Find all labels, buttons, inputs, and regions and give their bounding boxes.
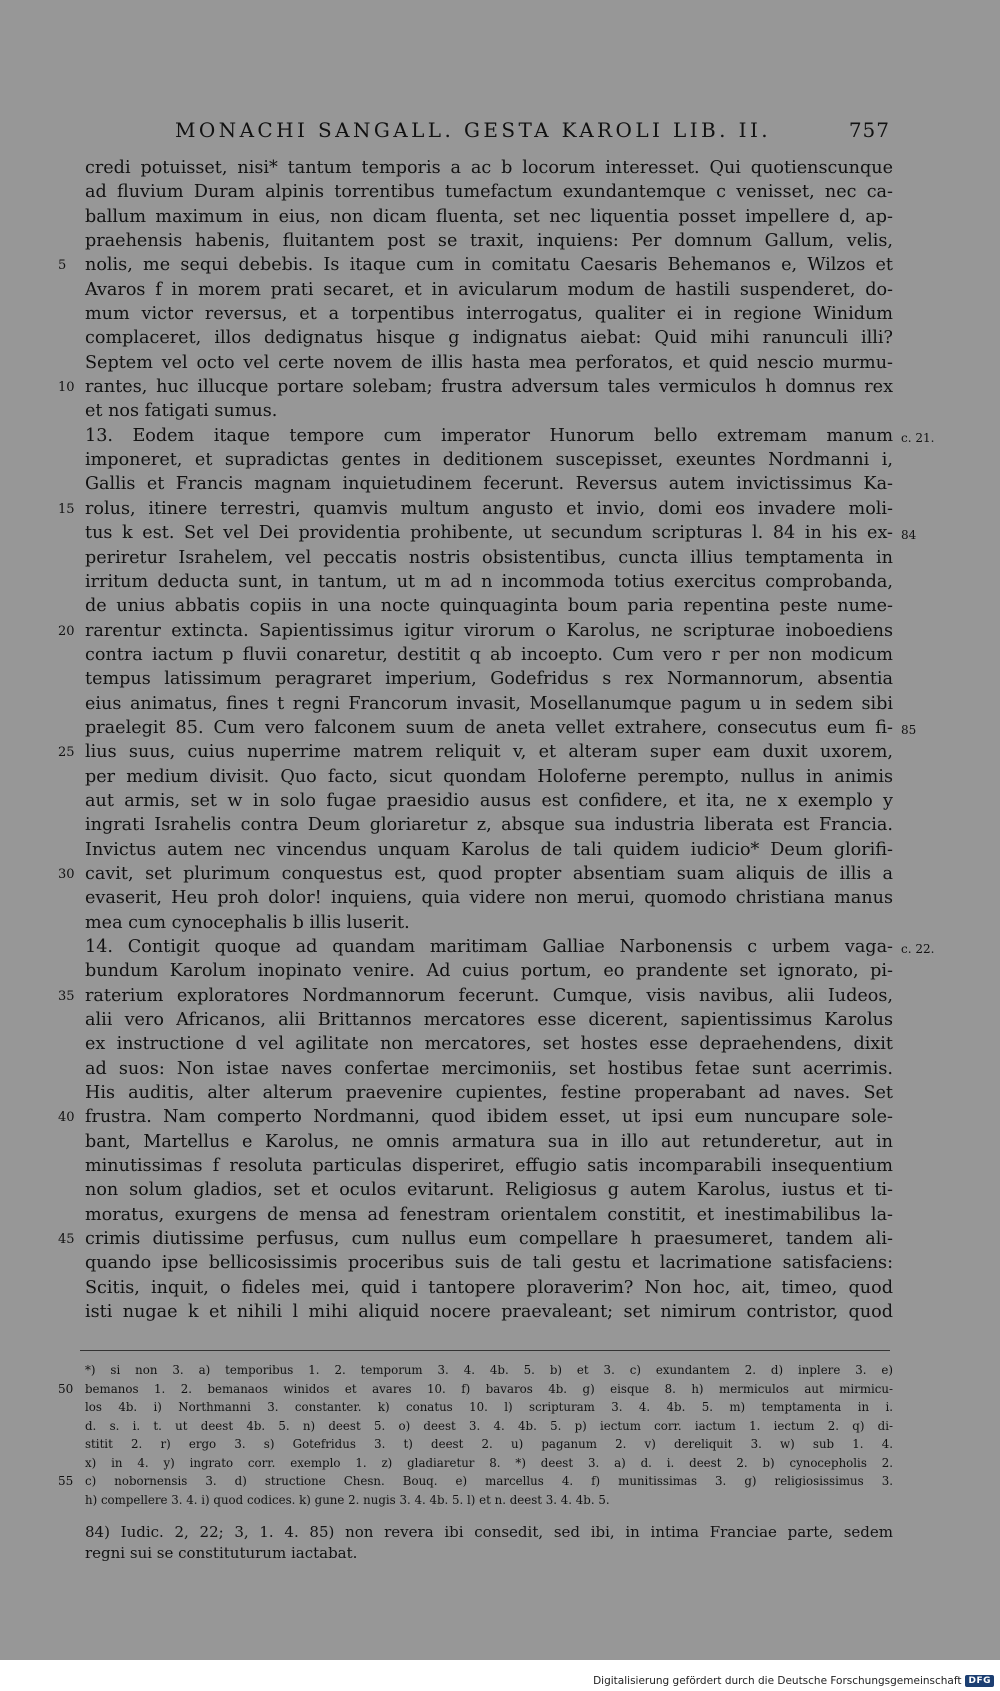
line-text: regni sui se constituturum iactabat.	[85, 1544, 358, 1562]
line-text: c) nobornensis 3. d) structione Chesn. Bouq. e) marcellus 4. f) munitissimas 3. g) religiosissimus 3.	[85, 1474, 893, 1488]
main-text-line	[85, 959, 893, 983]
main-text-line	[58, 375, 893, 399]
main-text-line	[58, 740, 893, 764]
main-text-line	[85, 424, 935, 448]
line-text: rantes, huc illucque portare solebam; frustra adversum tales vermiculos h domnus rex	[85, 377, 893, 398]
apparatus-divider	[80, 1350, 890, 1351]
main-text-line	[85, 911, 893, 935]
line-text: mea cum cynocephalis b illis luserit.	[85, 912, 410, 933]
main-text-line	[85, 570, 893, 594]
main-text-line	[85, 1081, 893, 1105]
line-number: 20	[58, 623, 75, 639]
line-text: et nos fatigati sumus.	[85, 401, 278, 422]
main-text-line	[85, 1130, 893, 1154]
main-text-line	[58, 1105, 893, 1129]
line-text: Scitis, inquit, o fideles mei, quid i tantopere ploraverim? Non hoc, ait, timeo, quod	[85, 1277, 893, 1298]
line-text: lius suus, cuius nuperrime matrem reliquit v, et alteram super eam duxit uxorem,	[85, 742, 893, 763]
page-number: 757	[848, 118, 890, 142]
line-text: isti nugae k et nihili l mihi aliquid nocere praevaleant; set nimirum contristor, quod	[85, 1302, 893, 1323]
main-text-line	[85, 1008, 893, 1032]
line-text: praelegit 85. Cum vero falconem suum de aneta vellet extrahere, consecutus eum fi-	[85, 717, 893, 738]
line-number: 25	[58, 745, 75, 761]
apparatus-line	[85, 1454, 893, 1473]
main-text-line	[58, 497, 893, 521]
line-text: Avaros f in morem prati secaret, et in avicularum modum de hastili suspenderet, do-	[85, 279, 893, 300]
main-text-line	[85, 205, 893, 229]
apparatus-line	[85, 1361, 893, 1380]
line-text: tus k est. Set vel Dei providentia prohibente, ut secundum scripturas l. 84 in his ex-	[85, 523, 893, 544]
line-text: tempus latissimum peragraret imperium, Godefridus s rex Normannorum, absentia	[85, 669, 893, 690]
line-text: minutissimas f resoluta particulas disperiret, effugio satis incomparabili insequentium	[85, 1156, 893, 1177]
main-text-line	[85, 594, 893, 618]
line-text: Septem vel octo vel certe novem de illis hasta mea perforatos, et quid nescio murmu-	[85, 352, 893, 373]
line-text: bant, Martellus e Karolus, ne omnis armatura sua in illo aut retunderetur, aut in	[85, 1131, 893, 1152]
main-text-line	[85, 692, 893, 716]
dfg-logo: DFG	[965, 1675, 994, 1687]
margin-reference: c. 21.	[901, 430, 935, 445]
line-text: 84) Iudic. 2, 22; 3, 1. 4. 85) non revera ibi consedit, sed ibi, in intima Franciae parte, sedem	[85, 1523, 893, 1541]
line-text: ad fluvium Duram alpinis torrentibus tumefactum exundantemque c venisset, nec ca-	[85, 182, 893, 203]
main-text-line	[85, 472, 893, 496]
line-text: frustra. Nam comperto Nordmanni, quod ibidem esset, ut ipsi eum nuncupare sole-	[85, 1107, 893, 1128]
main-text-line	[85, 765, 893, 789]
main-text-line	[58, 253, 893, 277]
main-text-line	[85, 1300, 893, 1324]
line-number: 35	[58, 988, 75, 1004]
line-text: d. s. i. t. ut deest 4b. 5. n) deest 5. o) deest 3. 4. 4b. 5. p) iectum corr. iactum 1. iectum 2. q) di-	[85, 1418, 893, 1433]
line-text: non solum gladios, set et oculos evitarunt. Religiosus g autem Karolus, iustus et ti-	[85, 1180, 893, 1201]
line-text: bemanos 1. 2. bemanaos winidos et avares 10. f) bavaros 4b. g) eisque 8. h) mermiculos aut mirmicu-	[85, 1381, 893, 1396]
line-text: *) si non 3. a) temporibus 1. 2. temporum 3. 4. 4b. 5. b) et 3. c) exundantem 2. d) inplere 3. e)	[85, 1363, 893, 1377]
main-text-line	[58, 619, 893, 643]
main-text-line	[85, 1057, 893, 1081]
line-text: mum victor reversus, et a torpentibus interrogatus, qualiter ei in regione Winidum	[85, 304, 893, 325]
apparatus-line	[85, 1398, 893, 1417]
line-text: quando ipse bellicosissimis proceribus suis de tali gestu et lacrimatione satisfaciens:	[85, 1253, 893, 1274]
digitization-credit	[593, 1673, 994, 1689]
line-text: bundum Karolum inopinato venire. Ad cuius portum, eo prandente set ignorato, pi-	[85, 961, 893, 982]
line-number: 40	[58, 1110, 75, 1126]
line-number: 10	[58, 380, 75, 396]
line-text: rarentur extincta. Sapientissimus igitur virorum o Karolus, ne scripturae inoboediens	[85, 620, 893, 641]
line-text: periretur Israhelem, vel peccatis nostris obsistentibus, cuncta illius temptamenta in	[85, 547, 893, 568]
footnote-line	[85, 1543, 893, 1564]
commentary-footnotes	[85, 1522, 893, 1564]
margin-reference: 84	[901, 528, 917, 543]
line-text: praehensis habenis, fluitantem post se traxit, inquiens: Per domnum Gallum, velis,	[85, 231, 893, 252]
line-number: 45	[58, 1232, 75, 1248]
main-text-line	[85, 1251, 893, 1275]
running-title: MONACHI SANGALL. GESTA KAROLI LIB. II.	[175, 118, 772, 142]
line-text: eius animatus, fines t regni Francorum invasit, Mosellanumque pagum u in sedem sibi	[85, 693, 893, 714]
main-text-line	[85, 180, 893, 204]
line-text: 14. Contigit quoque ad quandam maritimam Galliae Narbonensis c urbem vaga-	[85, 937, 893, 957]
line-text: ex instructione d vel agilitate non mercatores, set hostes esse depraehendens, dixit	[85, 1034, 893, 1055]
line-text: aut armis, set w in solo fugae praesidio ausus est confidere, et ita, ne x exemplo y	[85, 790, 893, 811]
main-text-line	[58, 1227, 893, 1251]
line-text: x) in 4. y) ingrato corr. exemplo 1. z) gladiaretur 8. *) deest 3. a) d. i. deest 2. b) cynocepholis 2.	[85, 1455, 893, 1470]
line-text: de unius abbatis copiis in una nocte quinquaginta boum paria repentina peste nume-	[85, 596, 893, 617]
line-number: 30	[58, 866, 75, 882]
main-text-line	[85, 1178, 893, 1202]
main-text-line	[85, 1276, 893, 1300]
line-text: imponeret, et supradictas gentes in deditionem suscepisset, exeuntes Nordmanni i,	[85, 450, 893, 471]
line-text: cavit, set plurimum conquestus est, quod propter absentiam suam aliquis de illis a	[85, 863, 893, 884]
credit-text: Digitalisierung gefördert durch die Deutsche Forschungsgemeinschaft	[593, 1675, 962, 1687]
line-text: nolis, me sequi debebis. Is itaque cum in comitatu Caesaris Behemanos e, Wilzos et	[85, 255, 893, 276]
line-text: stitit 2. r) ergo 3. s) Gotefridus 3. t) deest 2. u) paganum 2. v) dereliquit 3. w) sub 1. 4.	[85, 1437, 893, 1451]
main-text-line	[85, 229, 893, 253]
line-text: h) compellere 3. 4. i) quod codices. k) gune 2. nugis 3. 4. 4b. 5. l) et n. deest 3. 4. 4b. 5.	[85, 1492, 610, 1507]
line-text: His auditis, alter alterum praevenire cupientes, festine properabant ad naves. Set	[85, 1083, 893, 1104]
main-text-line	[58, 862, 893, 886]
line-text: raterium exploratores Nordmannorum fecerunt. Cumque, visis navibus, alii Iudeos,	[85, 985, 893, 1006]
margin-reference: 85	[901, 722, 917, 737]
margin-reference: c. 22.	[901, 942, 935, 956]
main-text-line	[85, 546, 893, 570]
apparatus-line	[85, 1435, 893, 1454]
line-text: ballum maximum in eius, non dicam fluenta, set nec liquentia posset impellere d, ap-	[85, 206, 893, 227]
line-text: moratus, exurgens de mensa ad fenestram orientalem constitit, et inestimabilibus la-	[85, 1204, 893, 1225]
apparatus-line	[58, 1380, 893, 1399]
line-text: crimis diutissime perfusus, cum nullus eum compellare h praesumeret, tandem ali-	[85, 1229, 893, 1250]
line-number: 50	[58, 1381, 74, 1396]
main-text-line	[85, 886, 893, 910]
line-text: contra iactum p fluvii conaretur, destitit q ab incoepto. Cum vero r per non modicum	[85, 644, 893, 665]
main-text	[58, 156, 935, 1325]
main-text-line	[85, 935, 935, 959]
main-text-line	[85, 156, 893, 180]
main-text-line	[85, 789, 893, 813]
line-text: per medium divisit. Quo facto, sicut quondam Holoferne perempto, nullus in animis	[85, 766, 893, 787]
main-text-line	[85, 351, 893, 375]
line-text: ad suos: Non istae naves confertae mercimoniis, set hostibus fetae sunt acerrimis.	[85, 1058, 893, 1079]
line-number: 5	[58, 258, 67, 274]
line-text: irritum deducta sunt, in tantum, ut m ad n incommoda totius exercitus comprobanda,	[85, 571, 893, 592]
running-head	[175, 118, 900, 146]
main-text-line	[85, 838, 893, 862]
apparatus-line	[85, 1417, 893, 1436]
line-text: alii vero Africanos, alii Brittannos mercatores esse dicerent, sapientissimus Karolus	[85, 1010, 893, 1031]
line-text: credi potuisset, nisi* tantum temporis a ac b locorum interesset. Qui quotienscunque	[85, 158, 893, 178]
main-text-line	[58, 984, 893, 1008]
apparatus-line	[58, 1472, 893, 1491]
line-text: los 4b. i) Northmanni 3. constanter. k) conatus 10. l) scripturam 3. 4. 4b. 5. m) temptamenta in i.	[85, 1400, 893, 1414]
main-text-line	[85, 399, 893, 423]
main-text-line	[85, 326, 893, 350]
line-text: complaceret, illos dedignatus hisque g indignatus aiebat: Quid mihi ranunculi illi?	[85, 328, 893, 349]
main-text-line	[85, 1203, 893, 1227]
main-text-line	[85, 278, 893, 302]
apparatus-line	[85, 1491, 893, 1510]
line-text: 13. Eodem itaque tempore cum imperator Hunorum bello extremam manum	[85, 425, 893, 446]
main-text-line	[85, 521, 917, 545]
line-text: evaserit, Heu proh dolor! inquiens, quia videre non merui, quomodo christiana manus	[85, 888, 893, 909]
main-text-line	[85, 1032, 893, 1056]
main-text-line	[85, 643, 893, 667]
main-text-line	[85, 667, 893, 691]
main-text-line	[85, 716, 917, 740]
main-text-line	[85, 1154, 893, 1178]
main-text-line	[85, 813, 893, 837]
line-number: 55	[58, 1474, 74, 1488]
line-text: rolus, itinere terrestri, quamvis multum angusto et invio, domi eos invadere moli-	[85, 498, 893, 519]
line-text: Gallis et Francis magnam inquietudinem fecerunt. Reversus autem invictissimus Ka-	[85, 474, 893, 495]
footnote-line	[85, 1522, 893, 1543]
main-text-line	[85, 302, 893, 326]
line-text: ingrati Israhelis contra Deum gloriaretur z, absque sua industria liberata est Francia.	[85, 815, 893, 836]
critical-apparatus	[58, 1361, 893, 1509]
line-number: 15	[58, 501, 75, 517]
main-text-line	[85, 448, 893, 472]
line-text: Invictus autem nec vincendus unquam Karolus de tali quidem iudicio* Deum glorifi-	[85, 839, 893, 860]
